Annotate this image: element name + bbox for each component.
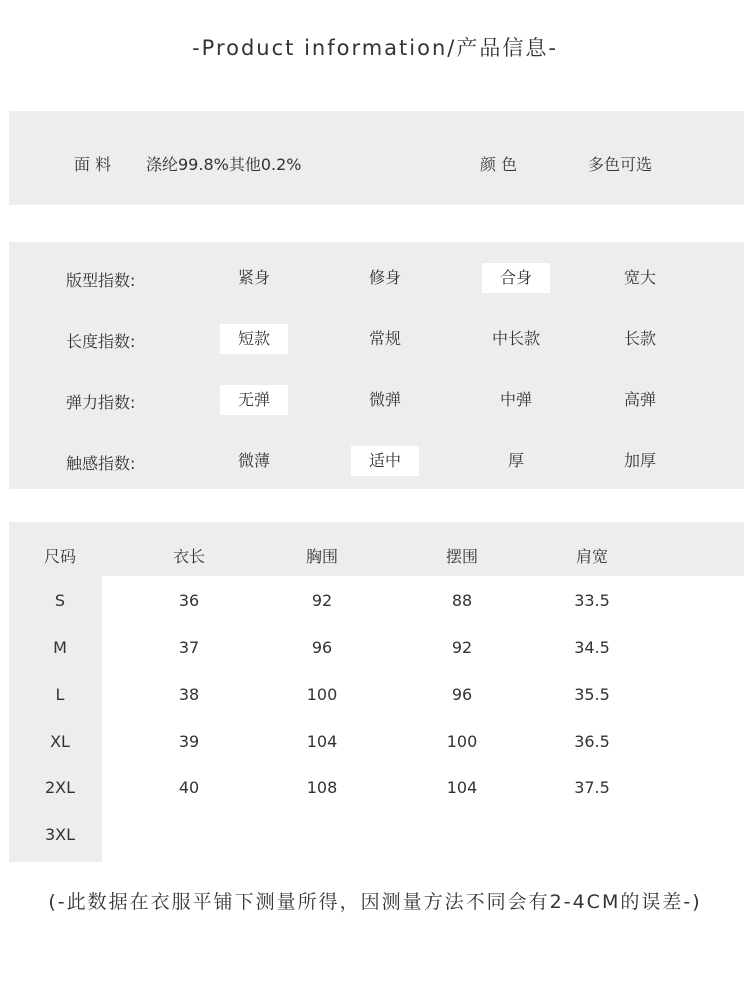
material-value: 涤纶99.8%其他0.2% — [146, 155, 302, 174]
size-label: L — [55, 685, 65, 704]
index-option: 微薄 — [237, 451, 270, 470]
table-cell: 104 — [306, 732, 338, 751]
table-header-cell: 胸围 — [305, 547, 338, 566]
index-option: 高弹 — [623, 390, 656, 409]
table-cell: 92 — [451, 638, 473, 657]
index-option: 常规 — [368, 329, 401, 348]
size-label: 3XL — [44, 825, 76, 844]
table-cell: 96 — [311, 638, 333, 657]
index-option: 修身 — [368, 268, 401, 287]
table-cell: 104 — [446, 778, 478, 797]
table-cell: 39 — [178, 732, 200, 751]
index-option: 宽大 — [623, 268, 656, 287]
table-cell: 36.5 — [574, 732, 610, 751]
measurement-note: (-此数据在衣服平铺下测量所得，因测量方法不同会有2-4CM的误差-) — [48, 891, 702, 913]
color-label: 颜 色 — [480, 155, 518, 174]
table-cell: 37 — [178, 638, 200, 657]
size-label: 2XL — [44, 778, 76, 797]
table-cell: 88 — [451, 591, 473, 610]
table-cell: 100 — [306, 685, 338, 704]
index-label: 弹力指数: — [66, 393, 136, 412]
page-title: -Product information/产品信息- — [192, 36, 558, 60]
table-header-cell: 尺码 — [43, 547, 76, 566]
index-option: 紧身 — [237, 268, 270, 287]
material-label: 面 料 — [74, 155, 112, 174]
table-header-cell: 肩宽 — [575, 547, 608, 566]
size-label: XL — [50, 732, 70, 751]
table-cell: 92 — [311, 591, 333, 610]
size-label: S — [54, 591, 66, 610]
size-label: M — [53, 638, 67, 657]
color-value: 多色可选 — [588, 155, 653, 174]
table-cell: 96 — [451, 685, 473, 704]
table-cell: 33.5 — [574, 591, 610, 610]
index-option: 厚 — [507, 451, 524, 470]
index-option: 长款 — [623, 329, 656, 348]
table-cell: 36 — [178, 591, 200, 610]
index-label: 版型指数: — [66, 271, 136, 290]
index-label: 触感指数: — [66, 454, 136, 473]
index-option-selected: 无弹 — [220, 385, 288, 415]
index-option-selected: 合身 — [482, 263, 550, 293]
index-option-selected: 短款 — [220, 324, 288, 354]
table-cell: 34.5 — [574, 638, 610, 657]
table-cell: 108 — [306, 778, 338, 797]
size-column-background — [9, 576, 102, 862]
index-option: 中长款 — [491, 329, 540, 348]
table-cell: 40 — [178, 778, 200, 797]
table-cell: 100 — [446, 732, 478, 751]
table-cell: 35.5 — [574, 685, 610, 704]
table-header-cell: 衣长 — [172, 547, 205, 566]
index-label: 长度指数: — [66, 332, 136, 351]
index-option: 微弹 — [368, 390, 401, 409]
index-panel — [9, 242, 744, 489]
index-option: 加厚 — [623, 451, 656, 470]
index-option-selected: 适中 — [351, 446, 419, 476]
table-cell: 38 — [178, 685, 200, 704]
index-option: 中弹 — [499, 390, 532, 409]
table-cell: 37.5 — [574, 778, 610, 797]
table-header-cell: 摆围 — [445, 547, 478, 566]
